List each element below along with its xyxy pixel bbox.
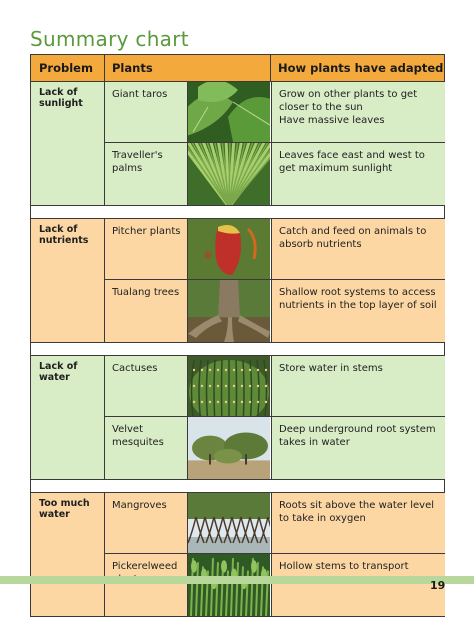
header-adaptation: How plants have adapted	[278, 61, 444, 75]
table-row	[105, 417, 444, 479]
plant-name: Giant taros	[112, 89, 168, 100]
pitcher-plant-photo	[188, 219, 270, 279]
adaptation-cell	[271, 219, 445, 279]
header-problem: Problem	[39, 61, 93, 75]
table-row	[105, 356, 444, 416]
footer-bar	[0, 576, 474, 584]
plant-name: Cactuses	[112, 363, 158, 374]
adaptation-cell	[271, 280, 445, 342]
table-row	[105, 82, 444, 142]
plant-name: Traveller's palms	[112, 150, 163, 174]
problem-cell	[31, 82, 105, 205]
plant-name: Velvet mesquites	[112, 424, 164, 448]
table-row	[105, 554, 444, 616]
plant-name: Tualang trees	[112, 287, 180, 298]
adaptation-text: Hollow stems to transport	[279, 561, 409, 572]
plant-name: Pickerelweed	[112, 561, 178, 572]
plant-cell	[105, 280, 188, 342]
plant-name: Mangroves	[112, 500, 167, 511]
adaptation-cell	[271, 143, 445, 205]
problem-group	[31, 493, 444, 616]
page-title: Summary chart	[30, 27, 189, 51]
plant-name: Pitcher plants	[112, 226, 181, 237]
adaptation-cell	[271, 493, 445, 553]
problem-label: Too much water	[39, 498, 90, 520]
page-number: 19	[430, 579, 446, 592]
travellers-palm-fan-photo	[188, 143, 270, 205]
summary-table	[30, 54, 445, 617]
plant-cell	[105, 493, 188, 553]
plant-cell	[105, 356, 188, 416]
problem-group	[31, 356, 444, 479]
adaptation-text: Store water in stems	[279, 363, 383, 374]
plant-cell	[105, 219, 188, 279]
adaptation-text: Catch and feed on animals to absorb nutrients	[279, 226, 427, 250]
plant-cell	[105, 554, 188, 616]
adaptation-text: Deep underground root system takes in water	[279, 424, 436, 448]
header-plants: Plants	[112, 61, 153, 75]
giant-taro-leaves-photo	[188, 82, 270, 142]
table-row	[105, 143, 444, 205]
table-header	[31, 55, 444, 82]
table-row	[105, 219, 444, 279]
problem-cell	[31, 356, 105, 479]
pickerelweed-photo	[188, 554, 270, 616]
table-row	[105, 280, 444, 342]
adaptation-cell	[271, 82, 445, 142]
table-row	[105, 493, 444, 553]
barrel-cactus-photo	[188, 356, 270, 416]
adaptation-text: Grow on other plants to get closer to the sun Have massive leaves	[279, 89, 418, 126]
problem-label: Lack of nutrients	[39, 224, 89, 246]
adaptation-text: Roots sit above the water level to take in oxygen	[279, 500, 435, 524]
adaptation-text: Leaves face east and west to get maximum sunlight	[279, 150, 425, 174]
tualang-tree-roots-photo	[188, 280, 270, 342]
adaptation-cell	[271, 356, 445, 416]
problem-cell	[31, 493, 105, 616]
problem-label: Lack of water	[39, 361, 78, 383]
mesquite-trees-photo	[188, 417, 270, 479]
mangrove-roots-photo	[188, 493, 270, 553]
adaptation-cell	[271, 417, 445, 479]
plant-cell	[105, 143, 188, 205]
problem-group	[31, 219, 444, 342]
adaptation-cell	[271, 554, 445, 616]
adaptation-text: Shallow root systems to access nutrients in the top layer of soil	[279, 287, 437, 311]
problem-label: Lack of sunlight	[39, 87, 83, 109]
problem-group	[31, 82, 444, 205]
problem-cell	[31, 219, 105, 342]
plant-cell	[105, 82, 188, 142]
plant-cell	[105, 417, 188, 479]
